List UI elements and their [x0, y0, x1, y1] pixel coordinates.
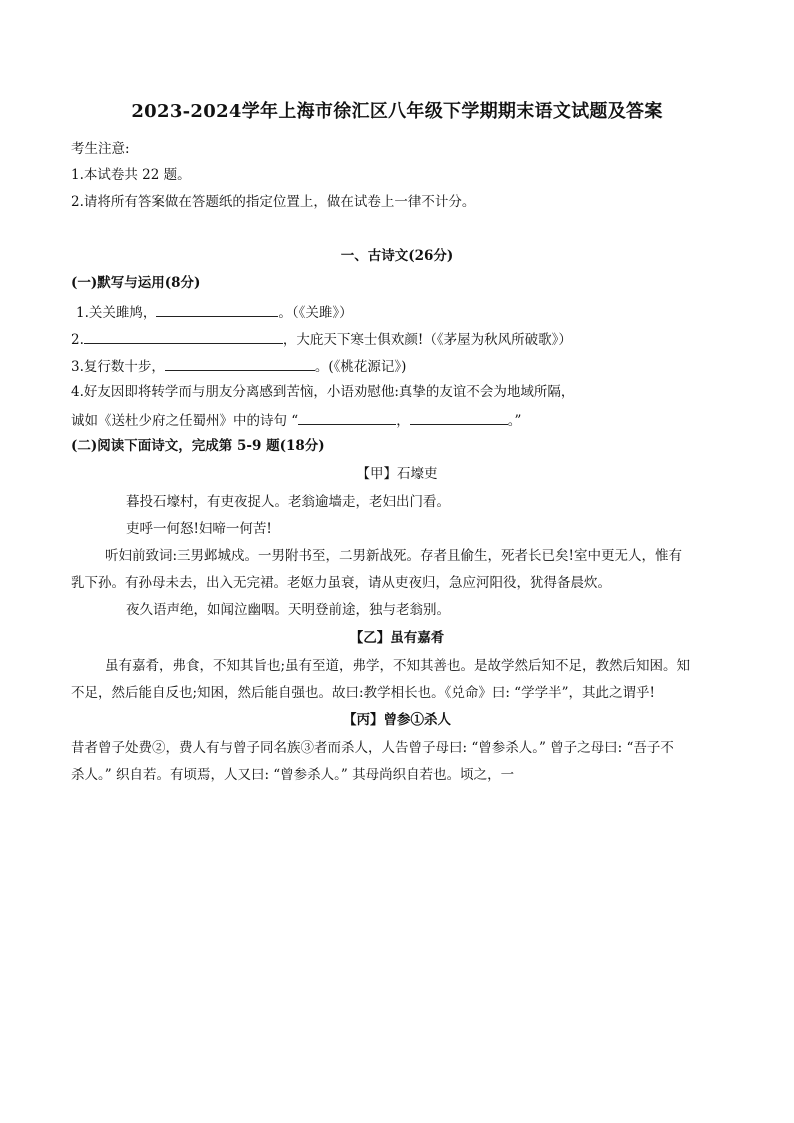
question-2-answer-blank[interactable] [84, 330, 283, 344]
question-4-line-2 [71, 411, 521, 429]
passage-jia-line-4: 乳下孙。有孙母未去，出入无完裙。老妪力虽衰，请从吏夜归，急应河阳役，犹得备晨炊。 [71, 575, 611, 591]
question-2-suffix: ，大庇天下寒士俱欢颜!（《茅屋为秋风所破歌》） [282, 332, 572, 348]
passage-bing-heading: 【丙】曾参①杀人 [343, 712, 451, 728]
passage-bing-line-2: 杀人。” 织自若。有顷焉，人又曰: “曾参杀人。” 其母尚织自若也。顷之，一 [71, 767, 515, 783]
passage-jia-line-5: 夜久语声绝，如闻泣幽咽。天明登前途，独与老翁别。 [126, 602, 450, 618]
question-2-prefix: 2. [71, 332, 84, 348]
passage-bing-line-1: 昔者曾子处费②，费人有与曾子同名族③者而杀人，人告曾子母曰: “曾参杀人。” 曾子之母曰: “吾子不 [71, 740, 674, 756]
passage-jia-line-2: 吏呼一何怒!妇啼一何苦! [126, 521, 272, 537]
question-4-line-1: 4.好友因即将转学而与朋友分离感到苦恼，小语劝慰他:真挚的友谊不会为地域所隔， [71, 384, 575, 400]
question-4-suffix: 。” [507, 413, 522, 429]
question-4-answer-blank-2[interactable] [410, 411, 508, 425]
notice-heading: 考生注意: [71, 141, 130, 157]
passage-jia-line-1: 暮投石壕村，有吏夜捉人。老翁逾墙走，老妇出门看。 [126, 494, 450, 510]
notice-item-1: 1.本试卷共 22 题。 [71, 167, 191, 183]
question-1-answer-blank[interactable] [156, 303, 278, 317]
question-3 [71, 357, 406, 375]
passage-jia-heading: 【甲】石壕吏 [356, 466, 438, 482]
question-3-prefix: 3.复行数十步， [71, 359, 165, 375]
passage-jia-line-3: 听妇前致词:三男邺城戍。一男附书至，二男新战死。存者且偷生，死者长已矣!室中更无人，惟有 [105, 548, 682, 564]
part-1-heading: (一)默写与运用(8分) [71, 275, 201, 291]
part-2-heading: (二)阅读下面诗文，完成第 5-9 题(18分) [71, 438, 325, 454]
question-4-answer-blank-1[interactable] [298, 411, 396, 425]
section-1-heading: 一、古诗文(26分) [340, 248, 454, 264]
question-3-suffix: 。(《桃花源记》) [314, 359, 407, 375]
passage-yi-heading: 【乙】虽有嘉肴 [349, 630, 445, 646]
notice-item-2: 2.请将所有答案做在答题纸的指定位置上，做在试卷上一律不计分。 [71, 194, 476, 210]
question-4-separator: ， [396, 413, 410, 429]
question-1-suffix: 。（《关雎》） [278, 305, 353, 321]
question-1-prefix: 1.关关雎鸠， [76, 305, 157, 321]
passage-yi-line-2: 不足，然后能自反也;知困，然后能自强也。故曰:教学相长也。《兑命》曰: “学学半”，其此之谓乎! [71, 685, 655, 701]
question-3-answer-blank[interactable] [165, 357, 315, 371]
question-2 [71, 330, 572, 348]
document-title: 2023-2024学年上海市徐汇区八年级下学期期末语文试题及答案 [131, 101, 663, 122]
question-1 [76, 303, 353, 321]
question-4-prefix: 诚如《送杜少府之任蜀州》中的诗句 “ [71, 413, 299, 429]
passage-yi-line-1: 虽有嘉肴，弗食，不知其旨也;虽有至道，弗学，不知其善也。是故学然后知不足，教然后知困。知 [105, 658, 691, 674]
